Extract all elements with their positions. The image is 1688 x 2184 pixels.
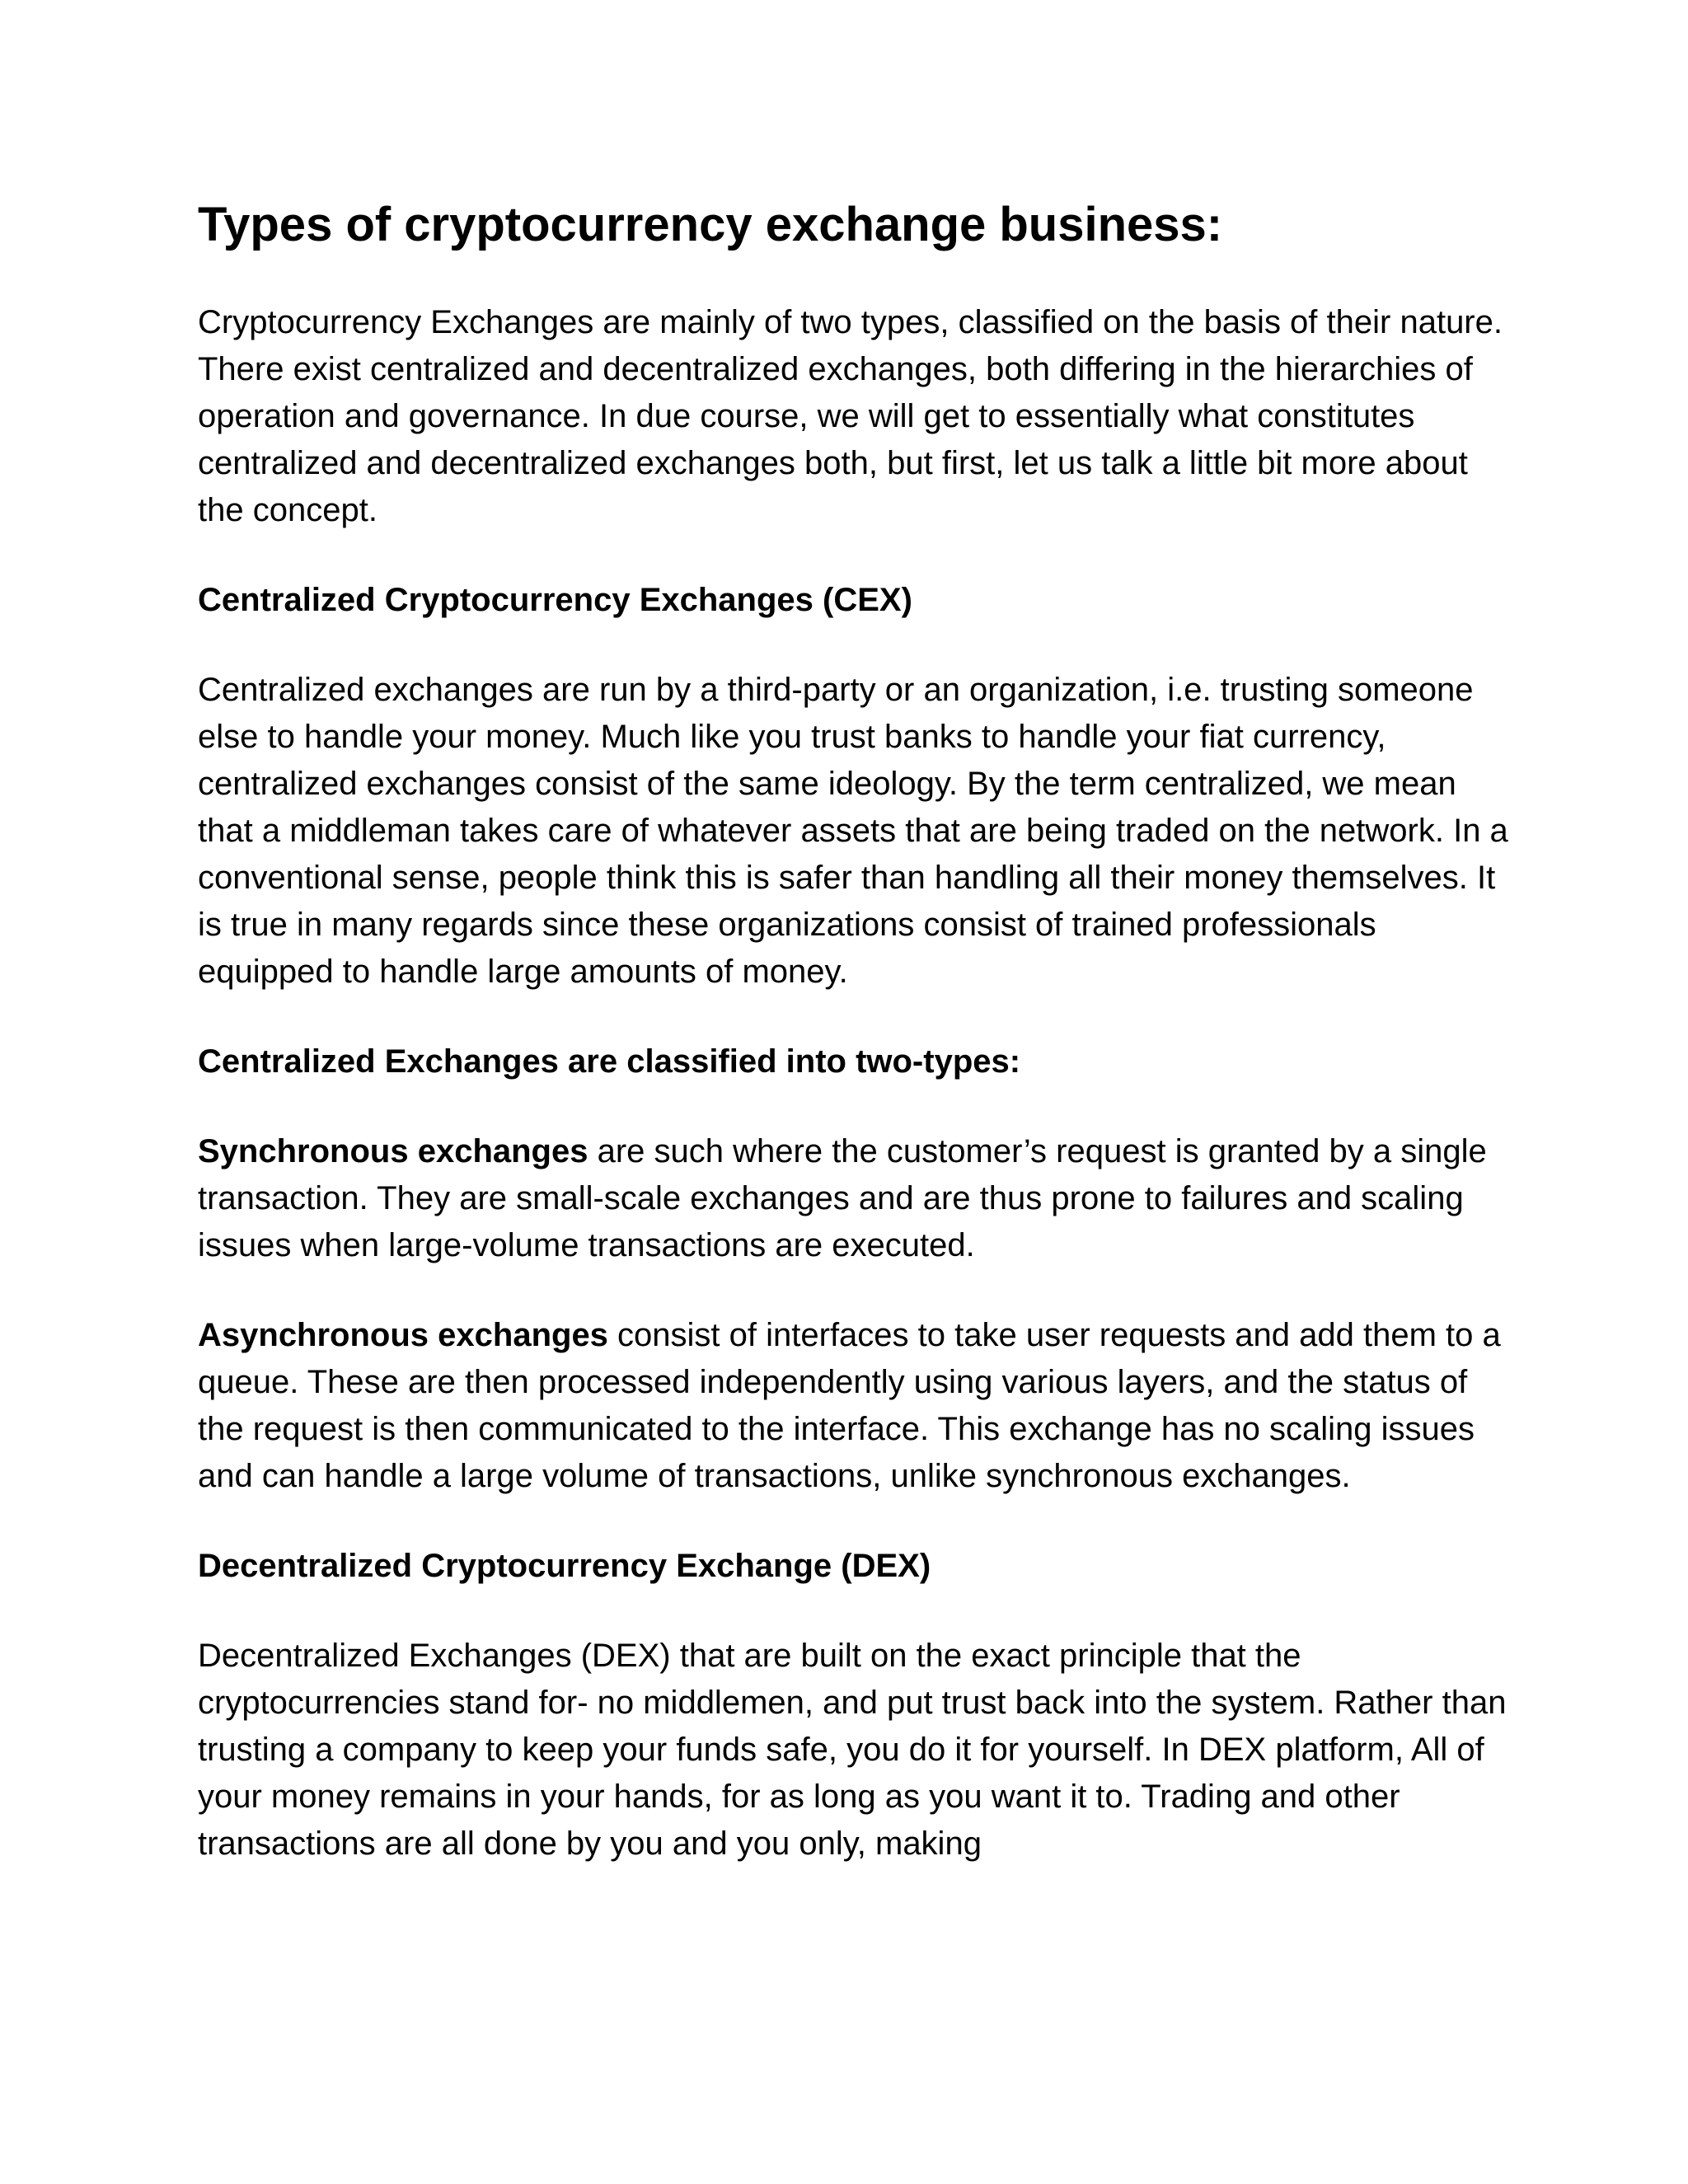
asynchronous-body: consist of interfaces to take user requests and add them to a queue. These are then processed independently using various layers, and the status of the request is then communicated to the interface. This exchange has no scaling issues and can handle a large volume of transactions, unlike synchronous exchanges. [198,1316,1501,1494]
cex-types-heading: Centralized Exchanges are classified into two-types: [198,1043,1021,1080]
dex-paragraph: Decentralized Exchanges (DEX) that are built on the exact principle that the cryptocurrencies stand for- no middlemen, and put trust back into the system. Rather than trusting a company to keep your funds safe, you do it for yourself. In DEX platform, All of your money remains in your hands, for as long as you want it to. Trading and other transactions are all done by you and you only, making [198,1637,1507,1862]
asynchronous-lead: Asynchronous exchanges [198,1316,608,1353]
asynchronous-paragraph [198,1312,1517,1500]
cex-paragraph: Centralized exchanges are run by a third-party or an organization, i.e. trusting someone else to handle your money. Much like you trust banks to handle your fiat currency, centralized exchanges consist of the same ideology. By the term centralized, we mean that a middleman takes care of whatever assets that are being traded on the network. In a conventional sense, people think this is safer than handling all their money themselves. It is true in many regards since these organizations consist of trained professionals equipped to handle large amounts of money. [198,671,1508,990]
intro-paragraph: Cryptocurrency Exchanges are mainly of two types, classified on the basis of their nature. There exist centralized and decentralized exchanges, both differing in the hierarchies of operation and governance. In due course, we will get to essentially what constitutes centralized and decentralized exchanges both, but first, let us talk a little bit more about the concept. [198,303,1503,528]
synchronous-lead: Synchronous exchanges [198,1132,588,1169]
document-page [198,198,1517,1910]
document-title: Types of cryptocurrency exchange business: [198,198,1223,251]
synchronous-body: are such where the customer’s request is granted by a single transaction. They are small-scale exchanges and are thus prone to failures and scaling issues when large-volume transactions are executed. [198,1132,1487,1263]
synchronous-paragraph [198,1128,1517,1269]
cex-heading: Centralized Cryptocurrency Exchanges (CEX) [198,581,912,618]
dex-heading: Decentralized Cryptocurrency Exchange (DEX) [198,1547,931,1584]
